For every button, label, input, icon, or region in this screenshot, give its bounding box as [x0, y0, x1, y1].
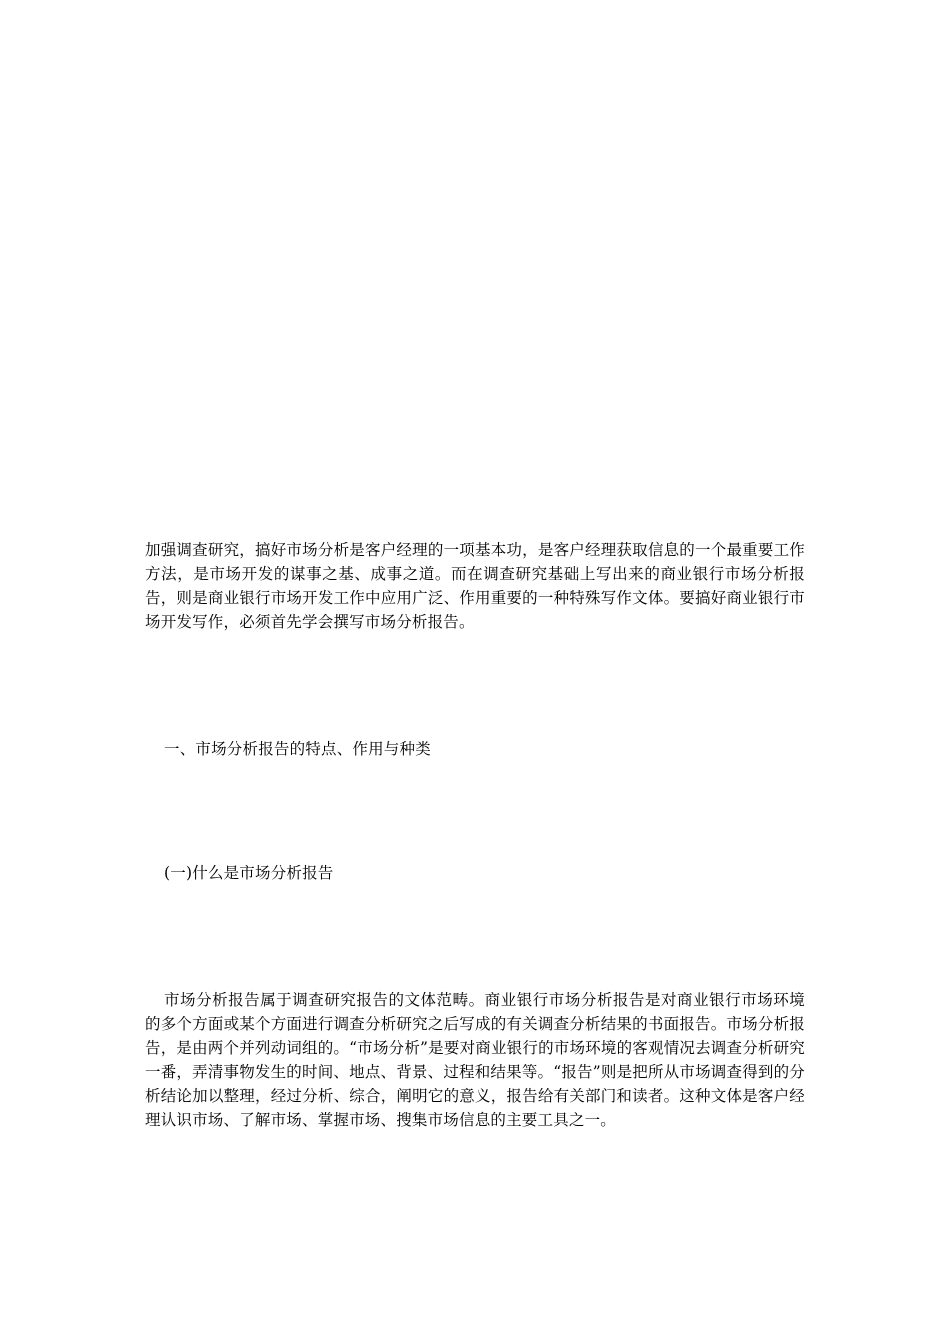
section-heading: 一、市场分析报告的特点、作用与种类 [164, 740, 431, 758]
intro-paragraph: 加强调查研究，搞好市场分析是客户经理的一项基本功，是客户经理获取信息的一个最重要工作方法，是市场开发的谋事之基、成事之道。而在调查研究基础上写出来的商业银行市场分析报告，则是商业银行市场开发工作中应用广泛、作用重要的一种特殊写作文体。要搞好商业银行市场开发写作，必须首先学会撰写市场分析报告。 [145, 541, 805, 631]
body-paragraph: 市场分析报告属于调查研究报告的文体范畴。商业银行市场分析报告是对商业银行市场环境的多个方面或某个方面进行调查分析研究之后写成的有关调查分析结果的书面报告。市场分析报告，是由两个并列动词组的。“市场分析”是要对商业银行的市场环境的客观情况去调查分析研究一番，弄清事物发生的时间、地点、背景、过程和结果等。“报告”则是把所从市场调查得到的分析结论加以整理，经过分析、综合，阐明它的意义，报告给有关部门和读者。这种文体是客户经理认识市场、了解市场、掌握市场、搜集市场信息的主要工具之一。 [145, 991, 805, 1129]
subsection-heading: (一)什么是市场分析报告 [164, 864, 334, 882]
